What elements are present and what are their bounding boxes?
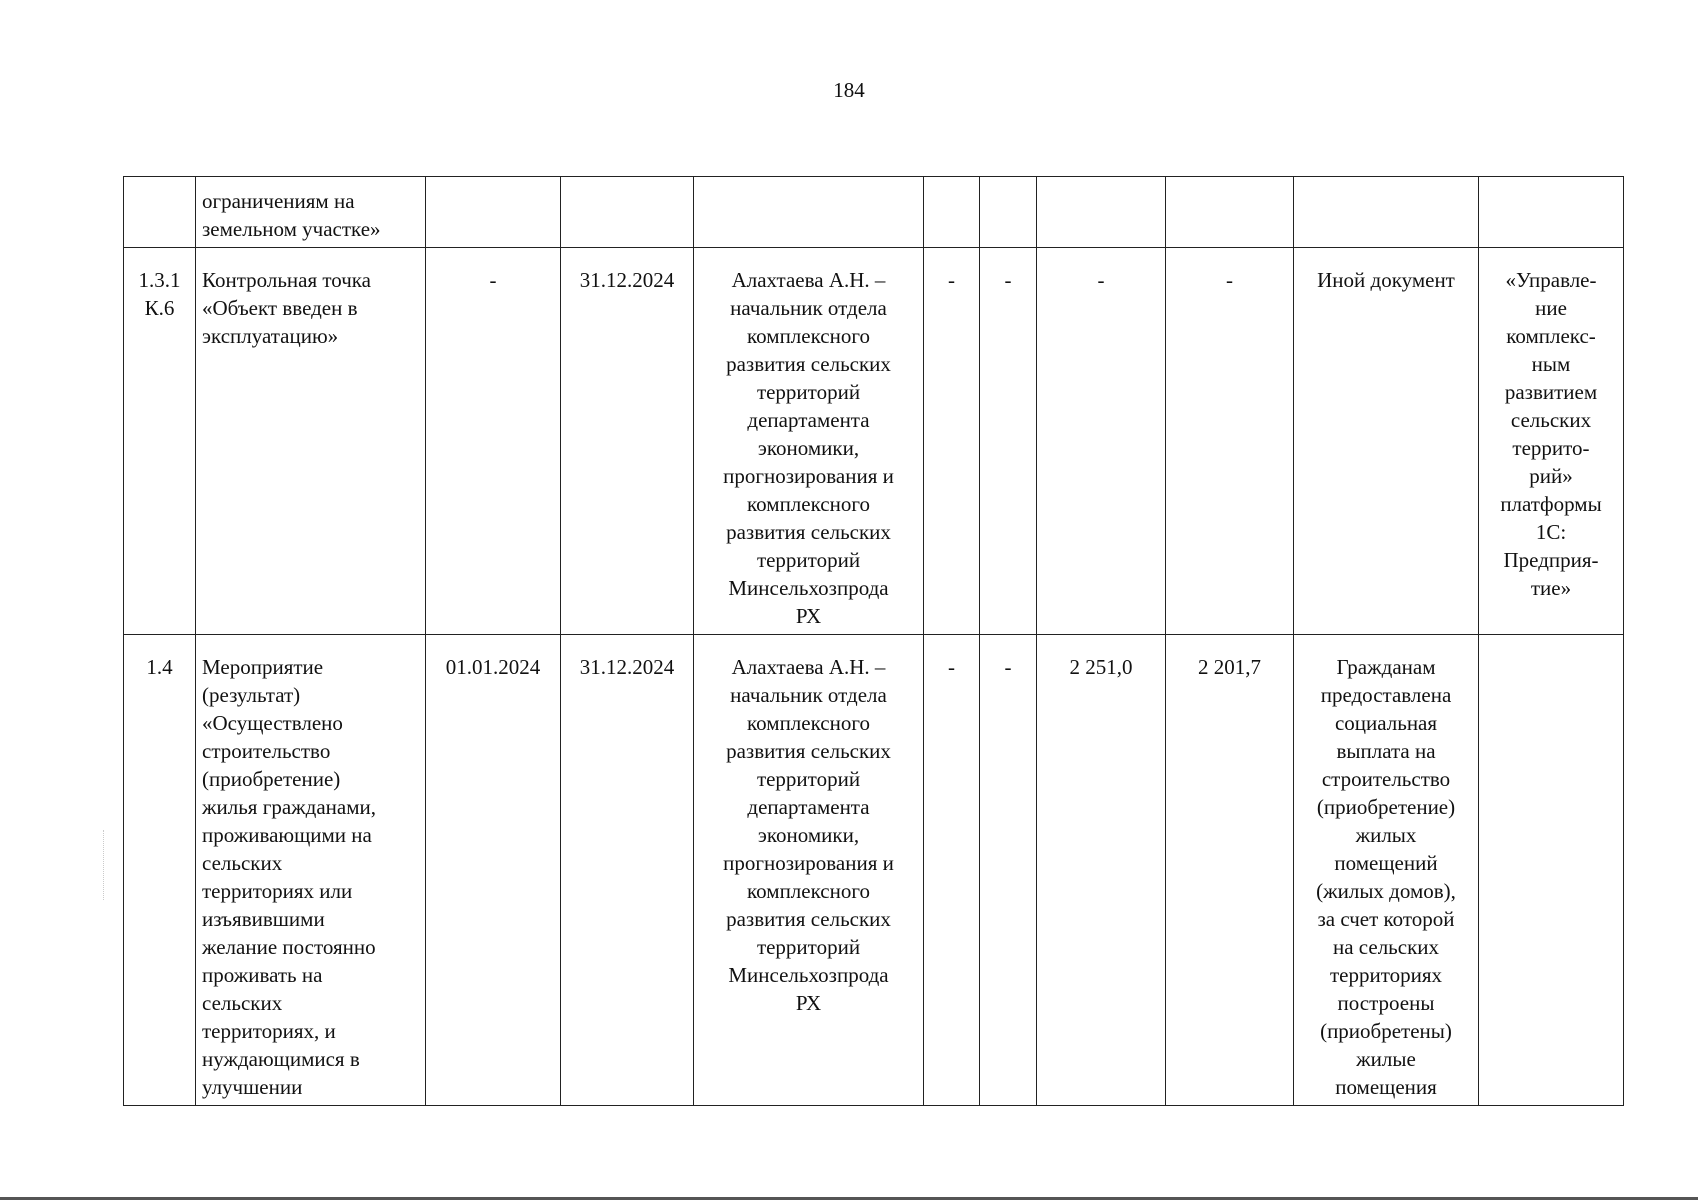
cell-end-date: 31.12.2024: [561, 248, 694, 635]
cell-document: Гражданам предоставлена социальная выплата на строительство (приобретение) жилых помещений (жилых домов), за счет которой на сельских территориях построены (приобретены) жилые помещения: [1294, 635, 1479, 1106]
cell-col6: [924, 177, 980, 248]
cell-col6: -: [924, 635, 980, 1106]
cell-start-date: -: [426, 248, 561, 635]
cell-name: Мероприятие (результат) «Осуществлено строительство (приобретение) жилья гражданами, проживающими на сельских территориях или изъявившими желание постоянно проживать на сельских территориях, и нуждающимися в улучшении: [196, 635, 426, 1106]
cell-sum-1: 2 251,0: [1037, 635, 1166, 1106]
cell-end-date: [561, 177, 694, 248]
cell-responsible: Алахтаева А.Н. – начальник отдела комплексного развития сельских территорий департамента экономики, прогнозирования и комплексного развития сельских территорий Минсельхозпрода РХ: [694, 635, 924, 1106]
cell-number: 1.4: [124, 635, 196, 1106]
cell-col7: [980, 177, 1037, 248]
cell-name: Контрольная точка «Объект введен в эксплуатацию»: [196, 248, 426, 635]
cell-col7: -: [980, 635, 1037, 1106]
cell-col7: -: [980, 248, 1037, 635]
cell-system: [1479, 177, 1624, 248]
cell-sum-1: -: [1037, 248, 1166, 635]
plan-table: [123, 176, 1624, 1106]
cell-system: [1479, 635, 1624, 1106]
page-number: 184: [833, 78, 865, 102]
table-row: [124, 177, 1624, 248]
cell-name: ограничениям на земельном участке»: [196, 177, 426, 248]
cell-responsible: Алахтаева А.Н. – начальник отдела комплексного развития сельских территорий департамента экономики, прогнозирования и комплексного развития сельских территорий Минсельхозпрода РХ: [694, 248, 924, 635]
cell-sum-2: 2 201,7: [1166, 635, 1294, 1106]
cell-document: Иной документ: [1294, 248, 1479, 635]
cell-system: «Управле- ние комплекс- ным развитием сельских террито- рий» платформы 1С: Предприя- тие»: [1479, 248, 1624, 635]
cell-start-date: 01.01.2024: [426, 635, 561, 1106]
scan-margin-marks: [103, 830, 118, 900]
cell-sum-2: -: [1166, 248, 1294, 635]
cell-number: [124, 177, 196, 248]
cell-col6: -: [924, 248, 980, 635]
cell-number: 1.3.1 К.6: [124, 248, 196, 635]
cell-start-date: [426, 177, 561, 248]
table-row: [124, 635, 1624, 1106]
cell-document: [1294, 177, 1479, 248]
cell-end-date: 31.12.2024: [561, 635, 694, 1106]
cell-sum-1: [1037, 177, 1166, 248]
cell-sum-2: [1166, 177, 1294, 248]
cell-responsible: [694, 177, 924, 248]
table-row: [124, 248, 1624, 635]
